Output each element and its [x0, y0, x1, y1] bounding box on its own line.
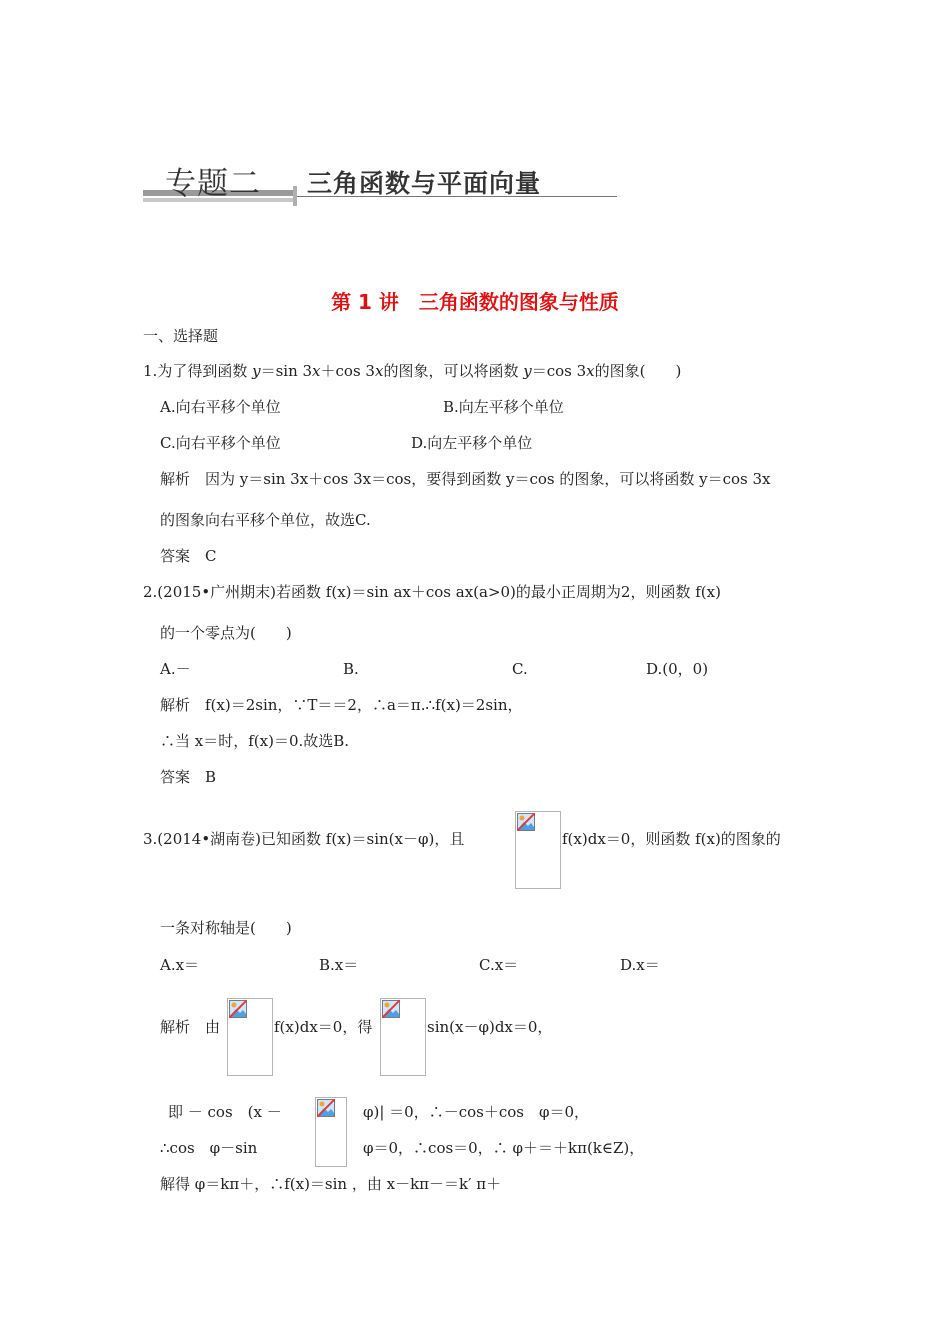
q2-option-d: D.(0，0) — [646, 660, 709, 678]
broken-image-icon — [315, 1097, 347, 1167]
q1-num: 1. — [143, 362, 158, 380]
q2-solution-line2: ∴当 x＝时，f(x)＝0.故选B. — [160, 732, 350, 750]
q1-text: 的图象( ) — [594, 362, 682, 380]
q1-option-d: D.向左平移个单位 — [411, 434, 533, 452]
q3-solution-label: 解析 由 — [160, 1018, 221, 1036]
q1-var: y — [523, 362, 532, 380]
broken-image-icon — [227, 998, 273, 1076]
q1-text: 的图象，可以将函数 — [383, 362, 524, 380]
broken-image-icon — [517, 813, 535, 831]
q3-option-a: A.x＝ — [160, 956, 200, 974]
q1-var: y — [252, 362, 261, 380]
section-heading: 一、选择题 — [143, 327, 219, 345]
broken-image-icon — [317, 1099, 335, 1117]
broken-image-icon — [380, 998, 426, 1076]
q3-stem-line2: 一条对称轴是( ) — [160, 919, 292, 937]
q1-var: x — [374, 362, 384, 380]
q2-option-a: A.－ — [160, 660, 191, 678]
q1-option-a: A.向右平移个单位 — [160, 398, 281, 416]
q3-solution-line3b: φ＝0，∴cos＝0，∴ φ＋＝＋kπ(k∈Z)， — [363, 1139, 645, 1157]
q2-stem-line2: 的一个零点为( ) — [160, 624, 292, 642]
q3-solution-line2a: 即 － cos (x － — [168, 1103, 282, 1121]
q1-solution-line2: 的图象向右平移个单位，故选C. — [160, 511, 371, 529]
broken-image-icon — [229, 1000, 247, 1018]
q1-solution-line1: 解析 因为 y＝sin 3x＋cos 3x＝cos，要得到函数 y＝cos 的图象，可以将函数 y＝cos 3x — [160, 470, 771, 488]
q3-solution-part-b: sin(x－φ)dx＝0， — [427, 1018, 553, 1036]
q1-option-c: C.向右平移个单位 — [160, 434, 281, 452]
q2-answer: 答案 B — [160, 768, 217, 786]
q3-option-b: B.x＝ — [319, 956, 359, 974]
q1-text: ＋cos 3 — [320, 362, 375, 380]
q2-stem-line1: 2.(2015•广州期末)若函数 f(x)＝sin ax＋cos ax(a>0)的最小正周期为2，则函数 f(x) — [143, 583, 721, 601]
q1-text: 为了得到函数 — [157, 362, 253, 380]
broken-image-icon — [382, 1000, 400, 1018]
broken-image-icon — [515, 811, 561, 889]
lesson-title: 第 1 讲 三角函数的图象与性质 — [331, 290, 619, 314]
q3-solution-part-a: f(x)dx＝0，得 — [274, 1018, 373, 1036]
q1-answer: 答案 C — [160, 547, 217, 565]
q3-stem-part1: 3.(2014•湖南卷)已知函数 f(x)＝sin(x－φ)，且 — [143, 830, 465, 848]
chapter-banner — [143, 160, 617, 208]
q1-text: ＝cos 3 — [531, 362, 587, 380]
q2-option-c: C. — [512, 660, 528, 678]
chapter-number: 专题二 — [165, 166, 261, 202]
q1-var: x — [312, 362, 321, 380]
q3-solution-line2b: φ)| ＝0，∴－cos＋cos φ＝0， — [363, 1103, 590, 1121]
chapter-topic: 三角函数与平面向量 — [307, 169, 542, 198]
q2-option-b: B. — [343, 660, 359, 678]
q1-stem — [143, 362, 681, 380]
q3-option-c: C.x＝ — [479, 956, 519, 974]
q1-text: ＝sin 3 — [260, 362, 313, 380]
q1-option-b: B.向左平移个单位 — [443, 398, 564, 416]
q3-stem-part2: f(x)dx＝0，则函数 f(x)的图象的 — [562, 830, 781, 848]
q1-var: x — [586, 362, 595, 380]
q3-option-d: D.x＝ — [620, 956, 660, 974]
q2-solution-line1: 解析 f(x)＝2sin，∵T＝＝2，∴a＝π.∴f(x)＝2sin， — [160, 696, 523, 714]
q3-solution-line3a: ∴cos φ－sin — [160, 1139, 258, 1157]
q3-solution-line4: 解得 φ＝kπ＋，∴f(x)＝sin ，由 x－kπ－＝k′ π＋ — [160, 1175, 502, 1193]
